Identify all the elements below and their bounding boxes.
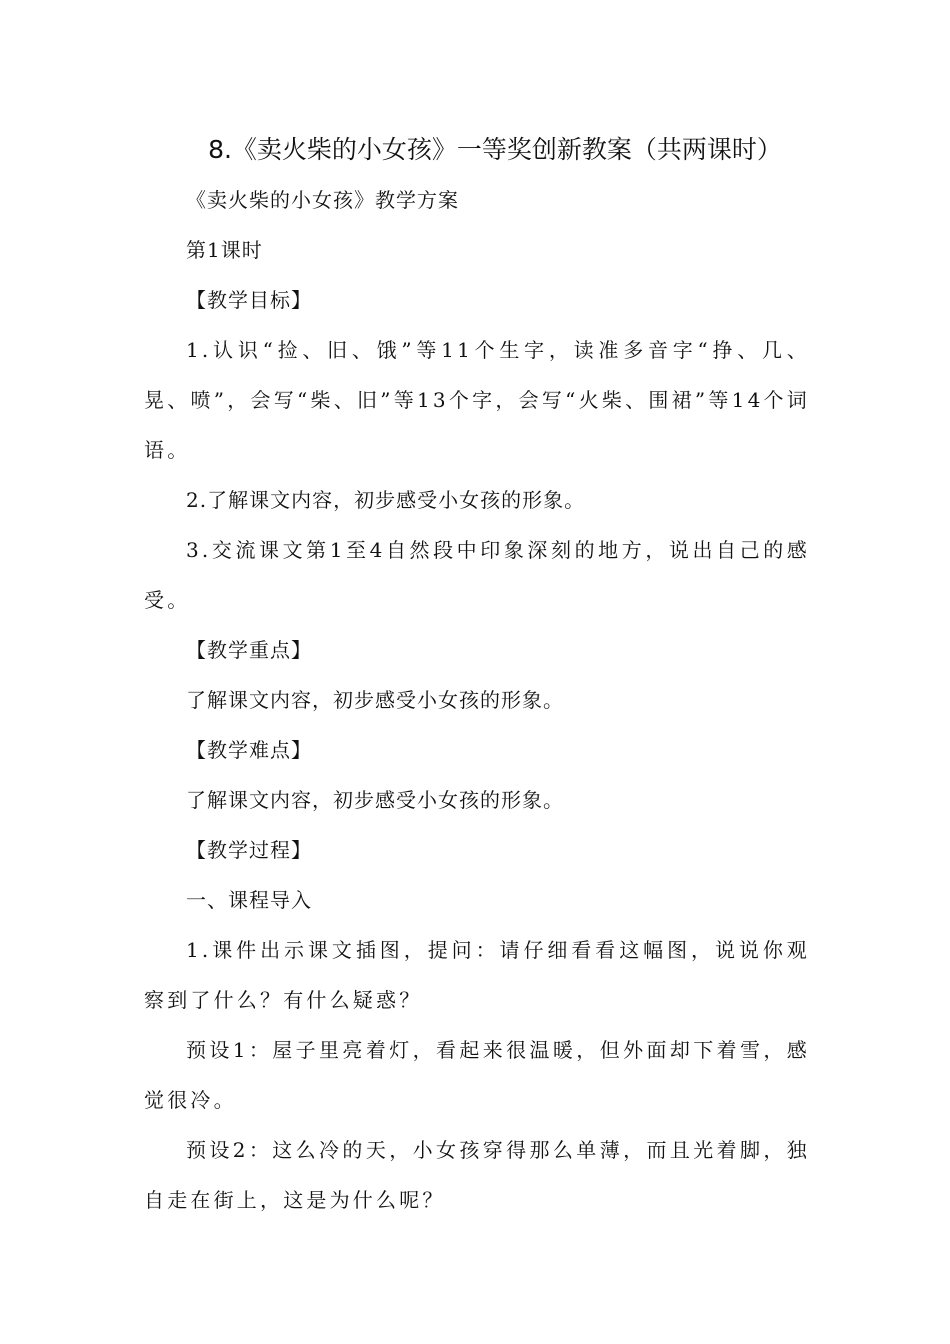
key-point-text: 了解课文内容，初步感受小女孩的形象。	[186, 688, 564, 712]
process-step-heading: 一、课程导入	[186, 888, 312, 912]
process-item-1: 1.课件出示课文插图，提问：请仔细看看这幅图，说说你观察到了什么？有什么疑惑？	[144, 938, 810, 1012]
lesson-label: 第1课时	[186, 238, 263, 262]
goal-item-3: 3.交流课文第1至4自然段中印象深刻的地方，说出自己的感受。	[144, 538, 810, 612]
plan-subtitle: 《卖火柴的小女孩》教学方案	[186, 188, 459, 212]
goal-item-2: 2.了解课文内容，初步感受小女孩的形象。	[186, 488, 586, 512]
document-title: 8.《卖火柴的小女孩》一等奖创新教案（共两课时）	[208, 135, 782, 164]
preset-answer-1: 预设1：屋子里亮着灯，看起来很温暖，但外面却下着雪，感觉很冷。	[144, 1038, 810, 1112]
preset-answer-2: 预设2：这么冷的天，小女孩穿得那么单薄，而且光着脚，独自走在街上，这是为什么呢？	[144, 1138, 810, 1212]
goal-item-1: 1.认识“捡、旧、饿”等11个生字，读准多音字“挣、几、晃、喷”，会写“柴、旧”等13个字，会写“火柴、围裙”等14个词语。	[144, 338, 810, 462]
section-heading-process: 【教学过程】	[186, 838, 312, 862]
section-heading-key-point: 【教学重点】	[186, 638, 312, 662]
section-heading-goals: 【教学目标】	[186, 288, 312, 312]
difficulty-text: 了解课文内容，初步感受小女孩的形象。	[186, 788, 564, 812]
section-heading-difficulty: 【教学难点】	[186, 738, 312, 762]
